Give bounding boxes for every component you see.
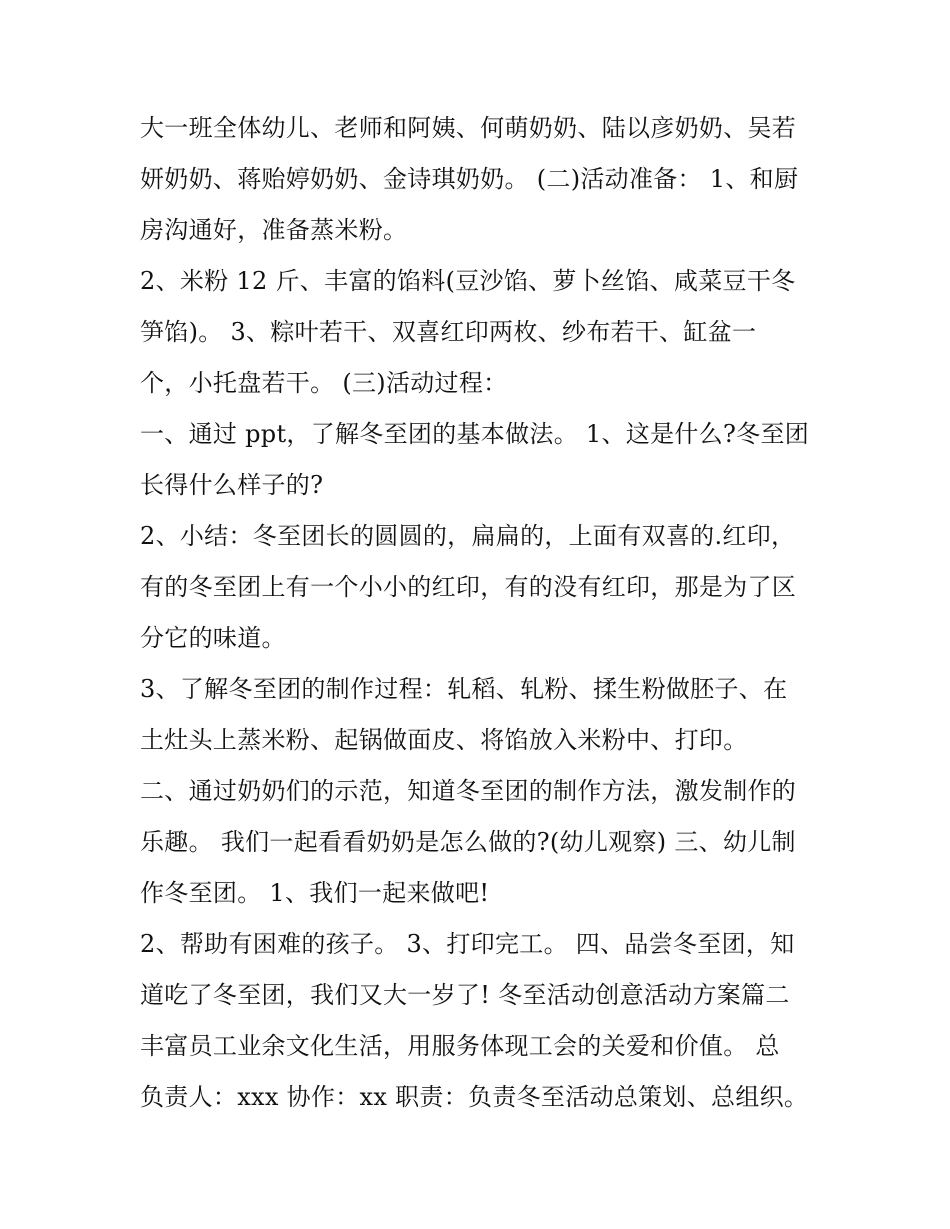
text-line-16: 作冬至团。 1、我们一起来做吧! xyxy=(140,879,490,907)
text-line-14: 二、通过奶奶们的示范，知道冬至团的制作方法，激发制作的 xyxy=(140,777,797,805)
text-line-1: 大一班全体幼儿、老师和阿姨、何萌奶奶、陆以彦奶奶、吴若 xyxy=(140,114,797,142)
text-line-13: 土灶头上蒸米粉、起锅做面皮、将馅放入米粉中、打印。 xyxy=(140,726,748,754)
text-line-3: 房沟通好，准备蒸米粉。 xyxy=(140,216,408,244)
text-line-11: 分它的味道。 xyxy=(140,624,286,652)
text-line-6: 个，小托盘若干。 (三)活动过程： xyxy=(140,369,508,397)
text-line-17: 2、帮助有困难的孩子。 3、打印完工。 四、品尝冬至团，知 xyxy=(140,930,795,958)
text-line-19: 丰富员工业余文化生活，用服务体现工会的关爱和价值。 总 xyxy=(140,1032,780,1060)
text-line-4: 2、米粉 12 斤、丰富的馅料(豆沙馅、萝卜丝馅、咸菜豆干冬 xyxy=(140,267,796,295)
text-line-7: 一、通过 ppt，了解冬至团的基本做法。 1、这是什么?冬至团 xyxy=(140,420,810,448)
text-line-20: 负责人：xxx 协作：xx 职责：负责冬至活动总策划、总组织。 xyxy=(140,1083,809,1111)
document-body xyxy=(140,103,820,1123)
text-line-10: 有的冬至团上有一个小小的红印，有的没有红印，那是为了区 xyxy=(140,573,797,601)
text-line-12: 3、了解冬至团的制作过程：轧稻、轧粉、揉生粉做胚子、在 xyxy=(140,675,788,703)
text-line-2: 妍奶奶、蒋贻婷奶奶、金诗琪奶奶。 (二)活动准备： 1、和厨 xyxy=(140,165,799,193)
text-line-8: 长得什么样子的? xyxy=(140,471,324,499)
text-line-15: 乐趣。 我们一起看看奶奶是怎么做的?(幼儿观察) 三、幼儿制 xyxy=(140,828,796,856)
text-line-5: 笋馅)。 3、粽叶若干、双喜红印两枚、纱布若干、缸盆一 xyxy=(140,318,757,346)
text-line-18: 道吃了冬至团，我们又大一岁了! 冬至活动创意活动方案篇二 xyxy=(140,981,790,1009)
text-line-9: 2、小结：冬至团长的圆圆的，扁扁的，上面有双喜的.红印， xyxy=(140,522,796,550)
